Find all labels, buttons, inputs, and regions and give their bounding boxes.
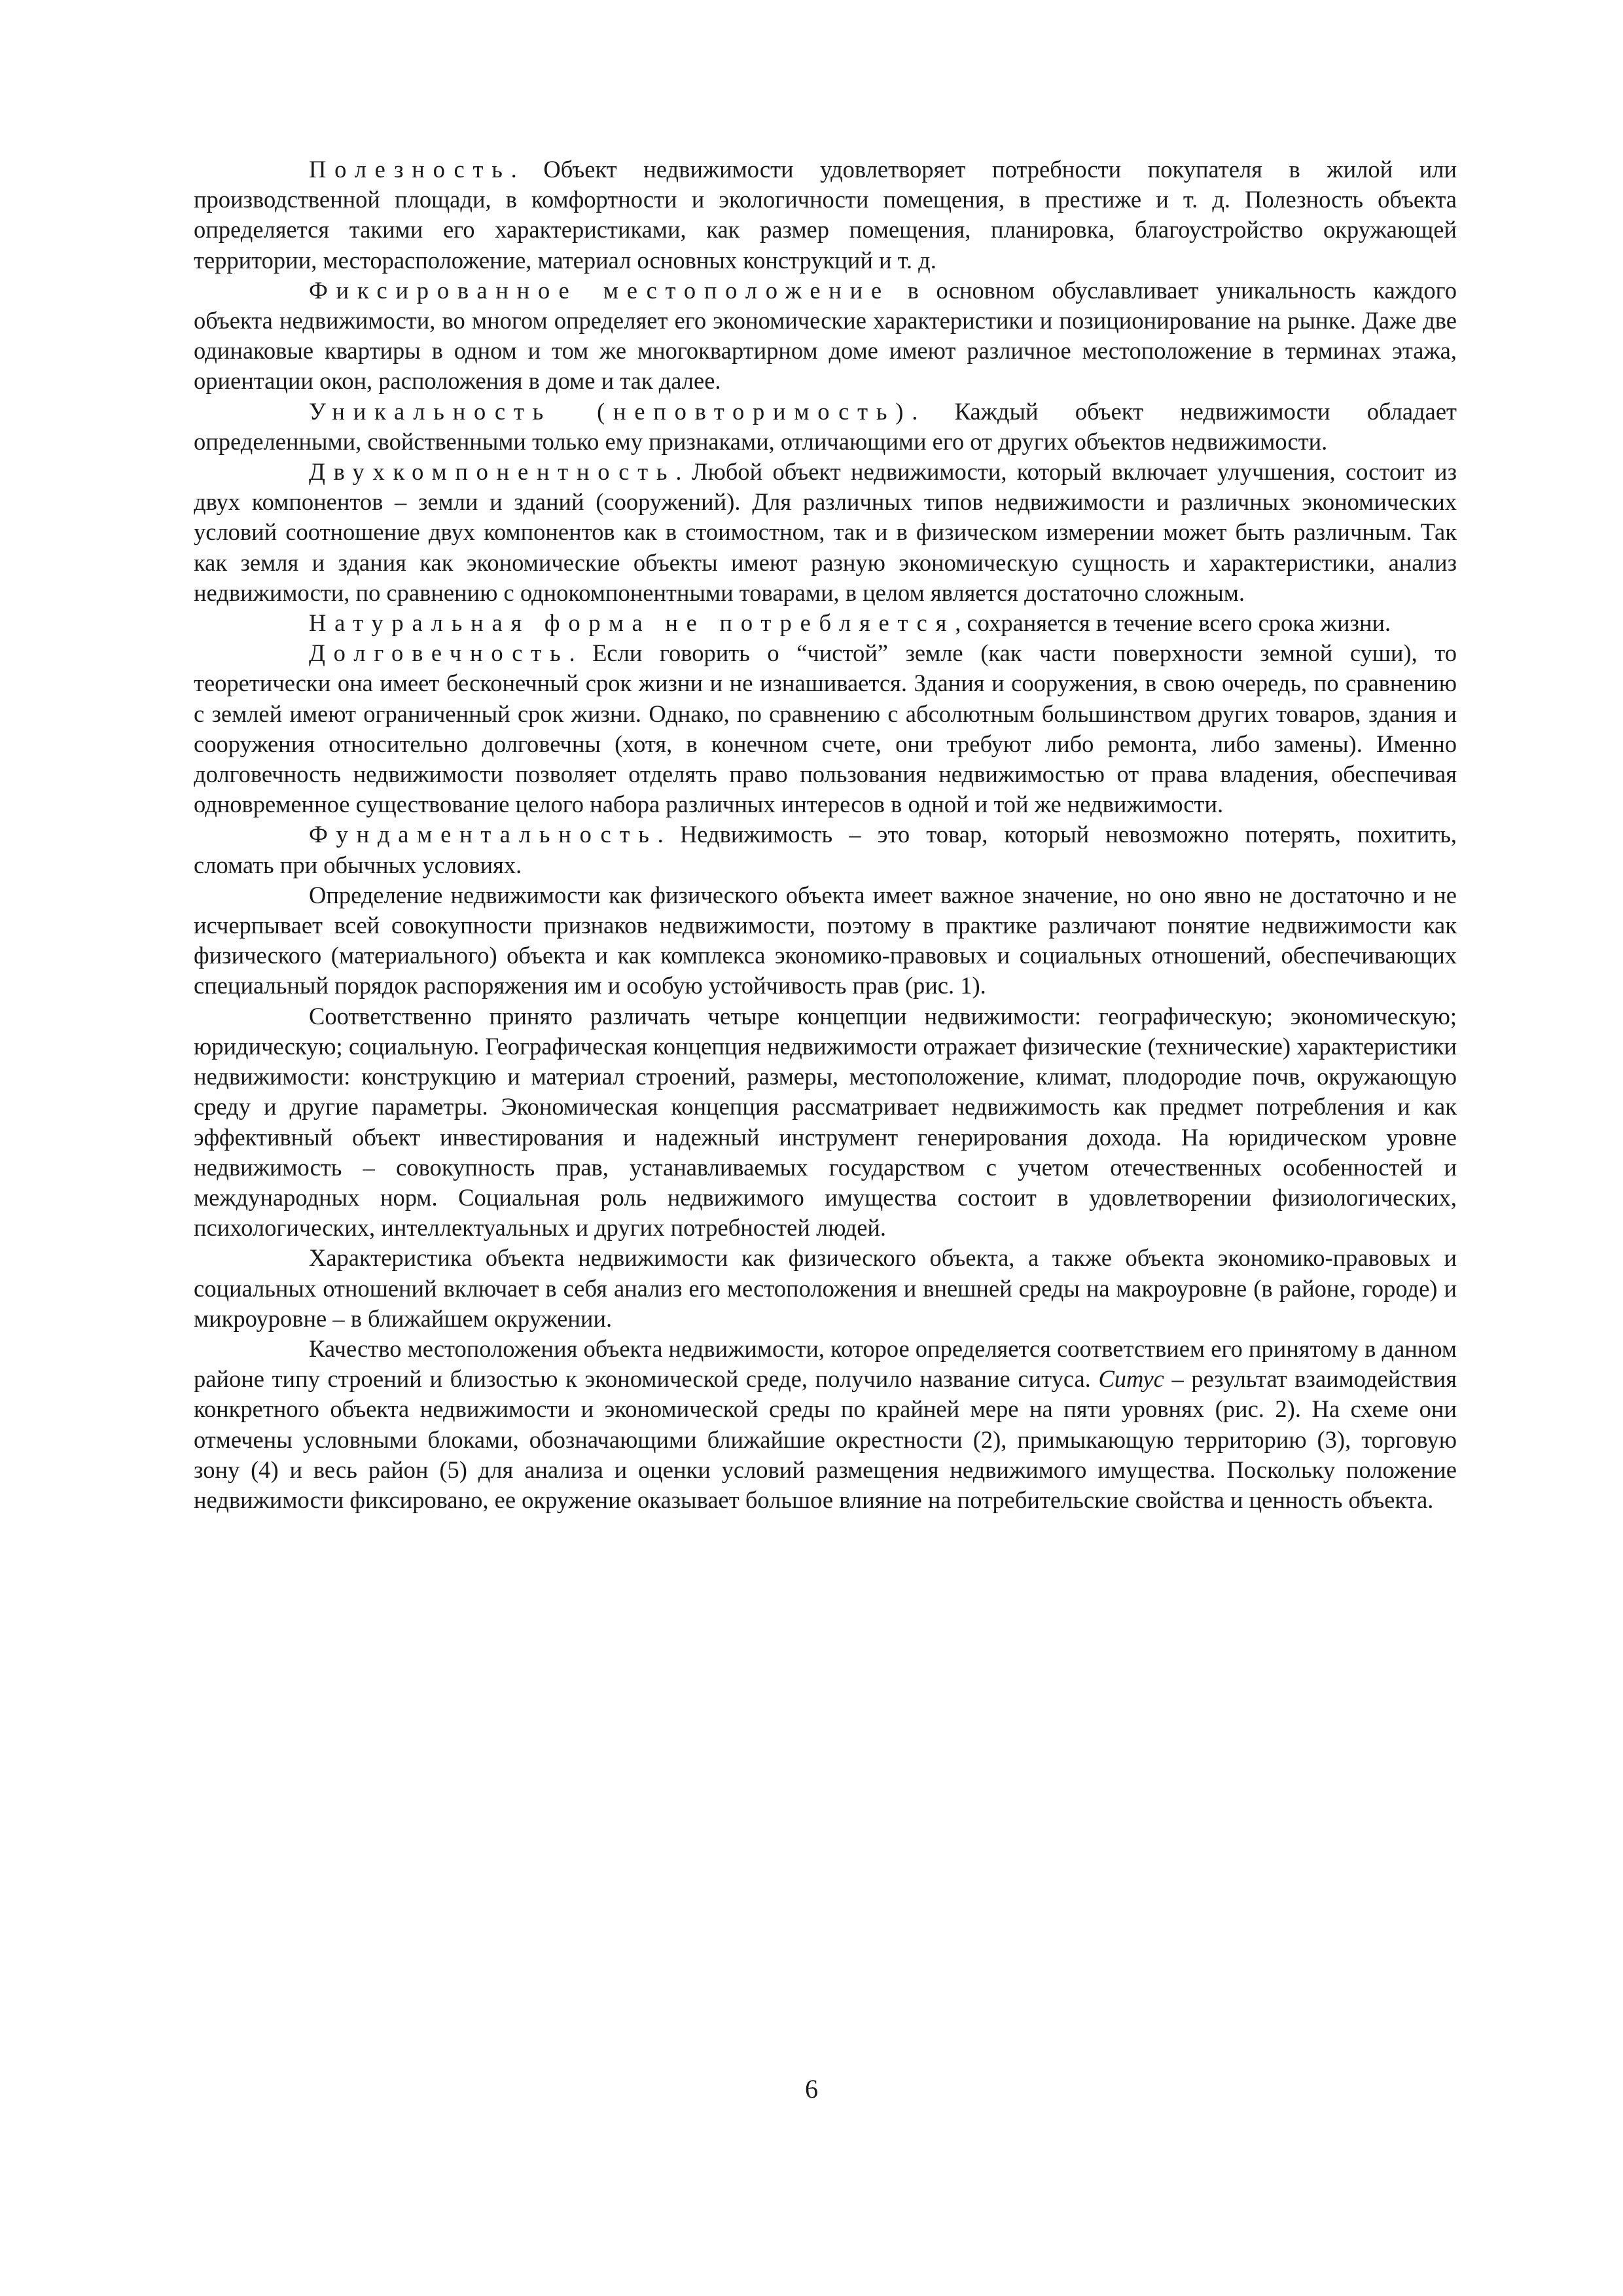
- term-fundamentality-suffix: .: [657, 821, 664, 848]
- paragraph-text: сохраняется в течение всего срока жизни.: [961, 609, 1391, 637]
- term-usefulness: Полезность: [309, 156, 511, 183]
- paragraph-characteristics: [194, 1243, 1457, 1334]
- term-two-components-suffix: .: [675, 458, 682, 486]
- paragraph-durability: [194, 638, 1457, 819]
- paragraph-four-concepts: [194, 1001, 1457, 1244]
- paragraph-text: Каждый объект недвижимости обладает определенными, свойственными только ему признаками, отличающими его от других объектов недвижимости.: [194, 397, 1457, 455]
- page-body: [194, 154, 1457, 1515]
- page-number: 6: [805, 2074, 818, 2104]
- paragraph-usefulness: [194, 154, 1457, 276]
- paragraph-two-components: [194, 457, 1457, 608]
- paragraph-text: Недвижимость – это товар, который невозможно потерять, похитить, сломать при обычных условиях.: [194, 821, 1457, 878]
- paragraph-text-after: – результат взаимодействия конкретного объекта недвижимости и экономической среды по крайней мере на пяти уровнях (рис. 2). На схеме они отмечены условными блоками, обозначающими ближайшие окрестности (2), примыкающую территорию (3), торговую зону (4) и весь район (5) для анализа и оценки условий размещения недвижимого имущества. Поскольку положение недвижимости фиксировано, ее окружение оказывает большое влияние на потребительские свойства и ценность объекта.: [194, 1365, 1457, 1513]
- term-two-components: Двухкомпонентность: [309, 458, 676, 486]
- term-fundamentality: Фундаментальность: [309, 821, 658, 848]
- paragraph-text: Если говорить о “чистой” земле (как части поверхности земной суши), то теоретически она имеет бесконечный срок жизни и не изнашивается. Здания и сооружения, в свою очередь, по сравнению с землей имеют ограниченный срок жизни. Однако, по сравнению с абсолютным большинством других товаров, здания и сооружения относительно долговечны (хотя, в конечном счете, они требуют либо ремонта, либо замены). Именно долговечность недвижимости позволяет отделять право пользования недвижимостью от права владения, обеспечивая одновременное существование целого набора различных интересов в одной и той же недвижимости.: [194, 639, 1457, 818]
- term-uniqueness: Уникальность (неповторимость): [309, 397, 912, 425]
- term-usefulness-suffix: .: [510, 156, 517, 183]
- term-uniqueness-suffix: .: [912, 397, 918, 425]
- paragraph-text: Соответственно принято различать четыре концепции недвижимости: географическую; экономическую; юридическую; социальную. Географическая концепция недвижимости отражает физические (технические) характеристики недвижимости: конструкцию и материал строений, размеры, местоположение, климат, плодородие почв, окружающую среду и другие параметры. Экономическая концепция рассматривает недвижимость как предмет потребления и как эффективный объект инвестирования и надежный инструмент генерирования дохода. На юридическом уровне недвижимость – совокупность прав, устанавливаемых государством с учетом отечественных особенностей и международных норм. Социальная роль недвижимого имущества состоит в удовлетворении физиологических, психологических, интеллектуальных и других потребностей людей.: [194, 1002, 1457, 1242]
- term-situs: Ситус: [1098, 1365, 1164, 1393]
- paragraph-text: Любой объект недвижимости, который включает улучшения, состоит из двух компонентов – земли и зданий (сооружений). Для различных типов недвижимости и различных экономических условий соотношение двух компонентов как в стоимостном, так и в физическом измерении может быть различным. Так как земля и здания как экономические объекты имеют разную экономическую сущность и характеристики, анализ недвижимости, по сравнению с однокомпонентными товарами, в целом является достаточно сложным.: [194, 458, 1457, 606]
- paragraph-situs: [194, 1334, 1457, 1515]
- term-durability: Долговечность: [309, 639, 569, 667]
- paragraph-natural-form: [194, 608, 1457, 638]
- term-natural-form: Натуральная форма не потребляется: [309, 609, 955, 637]
- term-fixed-location: Фиксированное местоположение: [309, 276, 890, 304]
- paragraph-text-before: Качество местоположения объекта недвижимости, которое определяется соответствием его принятому в данном районе типу строений и близостью к экономической среде, получило название ситуса.: [194, 1335, 1457, 1393]
- paragraph-fixed-location: [194, 276, 1457, 397]
- paragraph-uniqueness: [194, 397, 1457, 457]
- paragraph-definition: [194, 880, 1457, 1001]
- paragraph-text: Объект недвижимости удовлетворяет потребности покупателя в жилой или производственной площади, в комфортности и экологичности помещения, в престиже и т. д. Полезность объекта определяется такими его характеристиками, как размер помещения, планировка, благоустройство окружающей территории, месторасположение, материал основных конструкций и т. д.: [194, 156, 1457, 274]
- term-durability-suffix: .: [569, 639, 575, 667]
- paragraph-fundamentality: [194, 819, 1457, 880]
- term-natural-form-suffix: ,: [955, 609, 961, 637]
- paragraph-text: Характеристика объекта недвижимости как физического объекта, а также объекта экономико-правовых и социальных отношений включает в себя анализ его местоположения и внешней среды на макроуровне (в районе, городе) и микроуровне – в ближайшем окружении.: [194, 1244, 1457, 1332]
- paragraph-text: Определение недвижимости как физического объекта имеет важное значение, но оно явно не достаточно и не исчерпывает всей совокупности признаков недвижимости, поэтому в практике различают понятие недвижимости как физического (материального) объекта и как комплекса экономико-правовых и социальных отношений, обеспечивающих специальный порядок распоряжения им и особую устойчивость прав (рис. 1).: [194, 881, 1457, 999]
- paragraph-text: в основном обуславливает уникальность каждого объекта недвижимости, во многом определяет его экономические характеристики и позиционирование на рынке. Даже две одинаковые квартиры в одном и том же многоквартирном доме имеют различное местоположение в терминах этажа, ориентации окон, расположения в доме и так далее.: [194, 276, 1457, 395]
